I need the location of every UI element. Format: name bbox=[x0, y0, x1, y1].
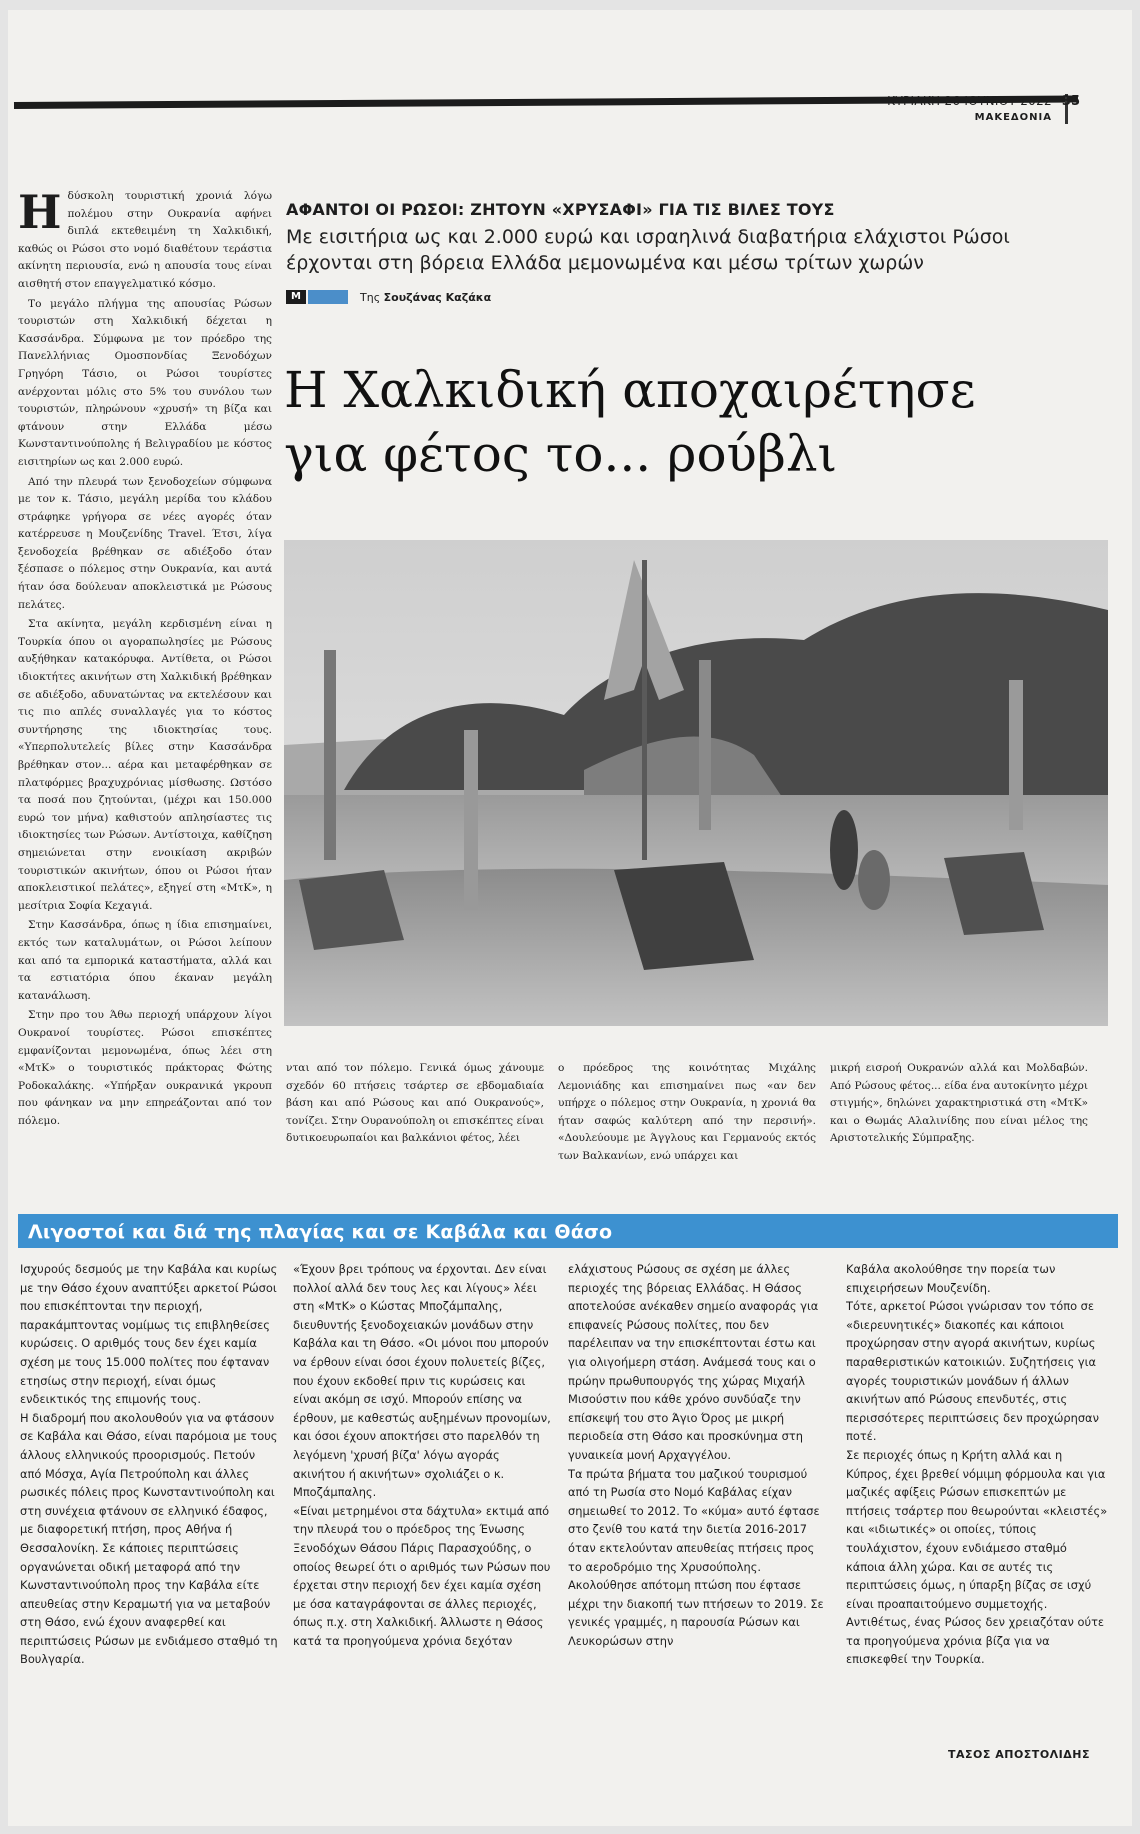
issue-date: ΚΥΡΙΑΚΗ 26 ΙΟΥΝΙΟΥ 2022 bbox=[887, 94, 1052, 108]
paragraph: Σε περιοχές όπως η Κρήτη αλλά και η Κύπρος, έχει βρεθεί νόμιμη φόρμουλα και για μαζικές αφίξεις Ρώσων επισκεπτών με πτήσεις τσάρτερ που θεωρούνται «κλειστές» και «ιδιωτικές» οι οποίες, τύποις τουλάχιστον, έχουν ενδιάμεσο σταθμό κάποια άλλη χώρα. Και σε αυτές τις περιπτώσεις όμως, η ύπαρξη βίζας σε ισχύ είναι προαπαιτούμενο συμμετοχής. Αντιθέτως, ένας Ρώσος δεν χρειαζόταν ούτε τα προηγούμενα χρόνια βίζα για να επισκεφθεί την Τουρκία. bbox=[846, 1447, 1108, 1667]
paragraph: νται από τον πόλεμο. Γενικά όμως χάνουμε σχεδόν 60 πτήσεις τσάρτερ σε εβδομαδιαία βάση και από Ρώσους και από Ουκρανούς», τονίζει. Στην Ουρανούπολη οι επισκέπτες είναι δυτικοευρωπαίοι και βαλκάνιοι φέτος, λέει bbox=[286, 1062, 544, 1145]
sidebar-column-4 bbox=[846, 1260, 1108, 1740]
paragraph: ο πρόεδρος της κοινότητας Μιχάλης Λεμονιάδης και επισημαίνει πως «αν δεν υπήρχε ο πόλεμος στην Ουκρανία, η χρονιά θα ήταν σαφώς καλύτερη από την περσινή». «Δουλεύουμε με Άγγλους και Γερμανούς εκτός των Βαλκανίων, ενώ υπάρχει και bbox=[558, 1062, 816, 1162]
left-column bbox=[18, 188, 272, 1190]
byline-prefix: Της bbox=[360, 291, 381, 304]
paragraph: «Έχουν βρει τρόπους να έρχονται. Δεν είναι πολλοί αλλά δεν τους λες και λίγους» λέει στη «ΜτΚ» ο Κώστας Μποζάμπαλης, διευθυντής ξενοδοχειακών μονάδων στην Καβάλα και τη Θάσο. «Οι μόνοι που μπορούν να έρθουν είναι όσοι έχουν πολυετείς βίζες, που έχουν εκδοθεί πριν τις κυρώσεις και είναι ακόμη σε ισχύ. Μπορούν επίσης να έρθουν, με καθεστώς αυξημένων προνομίων, και όσοι έχουν αποκτήσει στο παρελθόν τη λεγόμενη 'χρυσή βίζα' λόγω αγοράς ακινήτου ή ακινήτων» σχολιάζει ο κ. Μποζάμπαλης. bbox=[293, 1262, 551, 1500]
sidebar-column-3 bbox=[568, 1260, 830, 1760]
paragraph: Καβάλα ακολούθησε την πορεία των επιχειρήσεων Μουζενίδη. bbox=[846, 1262, 1056, 1295]
newspaper-page bbox=[8, 10, 1132, 1826]
sidebar-column-1 bbox=[20, 1260, 278, 1760]
paragraph: Η διαδρομή που ακολουθούν για να φτάσουν σε Καβάλα και Θάσο, είναι παρόμοια με τους άλλους ελληνικούς προορισμούς. Πετούν από Μόσχα, Αγία Πετρούπολη και άλλες ρωσικές πόλεις προς Κωνσταντινούπολη και στη συνέχεια φτάνουν σε ελληνικό έδαφος, με διαφορετική πτήση, προς Αθήνα ή Θεσσαλονίκη. Σε κάποιες περιπτώσεις οργανώνεται οδική μεταφορά από την Κωνσταντινούπολη προς την Καβάλα είτε απευθείας στην Κεραμωτή για να μεταβούν στη Θάσο, ενώ έχουν αναφερθεί και περιπτώσεις Ρώσων με ενδιάμεσο σταθμό τη Βουλγαρία. bbox=[20, 1410, 278, 1667]
paragraph: Τα πρώτα βήματα του μαζικού τουρισμού από τη Ρωσία στο Νομό Καβάλας είχαν σημειωθεί το 2012. Το «κύμα» αυτό έφτασε στο ζενίθ του κατά την διετία 2016-2017 όταν εκτελούνταν απευθείας πτήσεις προς το αεροδρόμιο της Χρυσούπολης. Ακολούθησε απότομη πτώση που έφτασε μέχρι την διακοπή των πτήσεων το 2019. Σε γενικές γραμμές, η παρουσία Ρώσων και Λευκορώσων στην bbox=[568, 1466, 824, 1648]
paragraph: Ισχυρούς δεσμούς με την Καβάλα και κυρίως με την Θάσο έχουν αναπτύξει αρκετοί Ρώσοι που επισκέπτονται την περιοχή, παρακάμπτοντας νομίμως τις επιβληθείσες κυρώσεις. Ο αριθμός τους δεν έχει καμία σχέση με τους 15.000 πολίτες που έφταναν ετησίως στην περιοχή, είναι όμως ενδεικτικός της επιμονής τους. bbox=[20, 1262, 278, 1407]
paragraph: μικρή εισροή Ουκρανών αλλά και Μολδαβών. Από Ρώσους φέτος... είδα ένα αυτοκίνητο μέχρι στιγμής», δηλώνει χαρακτηριστικά στη «ΜτΚ» και ο Θωμάς Αλαλινίδης που είναι μέλος της Αριστοτελικής Σύμπραξης. bbox=[830, 1062, 1088, 1145]
byline bbox=[360, 291, 491, 304]
newspaper-name: ΜΑΚΕΔΟΝΙΑ bbox=[974, 112, 1052, 123]
beach-photo bbox=[284, 540, 1108, 1026]
page-number: 35 bbox=[1061, 94, 1080, 109]
paragraph: Στην προ του Άθω περιοχή υπάρχουν λίγοι Ουκρανοί τουρίστες. Ρώσοι επισκέπτες εμφανίζονται μεμονωμένα, όπως λέει στη «ΜτΚ» ο τουριστικός πράκτορας Φώτης Ροδοκαλάκης. «Υπήρξαν ουκρανικά γκρουπ που φάνηκαν να μην επηρεάζονται από τον πόλεμο. bbox=[18, 1009, 272, 1127]
byline-author: Σουζάνας Καζάκα bbox=[383, 291, 492, 304]
paragraph: «Είναι μετρημένοι στα δάχτυλα» εκτιμά από την πλευρά του ο πρόεδρος της Ένωσης Ξενοδόχων Θάσου Πάρις Παρασχούδης, ο οποίος θεωρεί ότι ο αριθμός των Ρώσων που έρχεται στην περιοχή δεν έχει καμία σχέση με όσα καταγράφονται σε άλλες περιοχές, όπως π.χ. στη Χαλκιδική. Άλλωστε η Θάσος κατά τα προηγούμενα χρόνια δεχόταν bbox=[293, 1503, 551, 1648]
sidebar-column-2 bbox=[293, 1260, 553, 1760]
continuation-column-3 bbox=[830, 1060, 1088, 1175]
article-subhead: Με εισιτήρια ως και 2.000 ευρώ και ισραηλινά διαβατήρια ελάχιστοι Ρώσοι έρχονται στη βόρεια Ελλάδα μεμονωμένα και μέσω τρίτων χωρών bbox=[286, 226, 1010, 274]
headline-line-1: Η Χαλκιδική αποχαιρέτησε bbox=[284, 361, 976, 419]
drop-cap: Η bbox=[18, 188, 62, 239]
paragraph: Στα ακίνητα, μεγάλη κερδισμένη είναι η Τουρκία όπου οι αγοραπωλησίες με Ρώσους αυξήθηκαν κατακόρυφα. Αντίθετα, οι Ρώσοι ιδιοκτήτες ακινήτων στη Χαλκιδική βρέθηκαν σε αδιέξοδο, αδυνατώντας να εκτελέσουν και τις πιο απλές συναλλαγές για το κόστος συντήρησης της ιδιοκτησίας τους. «Υπερπολυτελείς βίλες στην Κασσάνδρα βρέθηκαν στον... αέρα και μεταφέρθηκαν σε πλατφόρμες βραχυχρόνιας μίσθωσης. Ωστόσο τα ποσά που ζητούνται, (μέχρι και 150.000 ευρώ τον μήνα) καθιστούν απλησίαστες τις ιδιοκτησίες των Ρώσων. Αντίστοιχα, καθίζηση σημειώνεται στην ενοικίαση ακριβών τουριστικών ακινήτων, όπου οι Ρώσοι ήταν αποκλειστικοί πελάτες», εξηγεί στη «ΜτΚ», η μεσίτρια Σοφία Κεχαγιά. bbox=[18, 618, 272, 912]
sidebar-title: Λιγοστοί και διά της πλαγίας και σε Καβάλα και Θάσο bbox=[28, 1221, 613, 1243]
headline bbox=[284, 358, 1104, 486]
paragraph: ελάχιστους Ρώσους σε σχέση με άλλες περιοχές της βόρειας Ελλάδας. Η Θάσος αποτελούσε ανέκαθεν σημείο αναφοράς για επιφανείς Ρώσους πολίτες, που δεν παρέλειπαν να την επισκέπτονται έστω και για ολιγοήμερη στάση. Ανάμεσά τους και ο πρώην πρωθυπουργός της χώρας Μιχαήλ Μισούστιν που κάθε χρόνο συνδύαζε την επίσκεψή του στο Άγιο Όρος με μικρή περιοδεία στη Θάσο και προσκύνημα στη γυναικεία μονή Αρχαγγέλου. bbox=[568, 1262, 819, 1462]
article-kicker: ΑΦΑΝΤΟΙ ΟΙ ΡΩΣΟΙ: ΖΗΤΟΥΝ «ΧΡΥΣΑΦΙ» ΓΙΑ ΤΙΣ ΒΙΛΕΣ ΤΟΥΣ bbox=[286, 200, 835, 219]
paragraph: Το μεγάλο πλήγμα της απουσίας Ρώσων τουριστών στη Χαλκιδική δέχεται η Κασσάνδρα. Σύμφωνα με τον πρόεδρο της Πανελλήνιας Ομοσπονδίας Ξενοδόχων Γρηγόρη Τάσιο, οι Ρώσοι τουρίστες ανέρχονται μόλις στο 5% του συνόλου των τουριστών, πληρώνουν «χρυσή» τη βίζα και φτάνουν στην Ελλάδα μέσω Κωνσταντινούπολης ή Βελιγραδίου με κόστος εισιτηρίων ως και 2.000 ευρώ. bbox=[18, 297, 272, 468]
paragraph: Στην Κασσάνδρα, όπως η ίδια επισημαίνει, εκτός των καταλυμάτων, οι Ρώσοι λείπουν και από τα εμπορικά καταστήματα, αλλά και τα εστιατόρια όπου έκαναν μεγάλη κατανάλωση. bbox=[18, 919, 272, 1002]
paragraph: Από την πλευρά των ξενοδοχείων σύμφωνα με τον κ. Τάσιο, μεγάλη μερίδα του κλάδου στράφηκε γρήγορα σε νέες αγορές όταν κατέρρευσε η Μουζενίδης Travel. Έτσι, λίγα ξενοδοχεία βρέθηκαν σε αδιέξοδο όταν ξέσπασε ο πόλεμος στην Ουκρανία, και αυτά ήταν όσα δούλευαν αποκλειστικά με Ρώσους πελάτες. bbox=[18, 475, 272, 611]
paragraph: Τότε, αρκετοί Ρώσοι γνώρισαν τον τόπο σε «διερευνητικές» διακοπές και κάποιοι προχώρησαν στην αγορά ακινήτων, κυρίως παραθεριστικών κατοικιών. Συζητήσεις για αγορές τουριστικών μονάδων ή άλλων ακινήτων από Ρώσους επενδυτές, στις περισσότερες περιπτώσεις δεν προχώρησαν ποτέ. bbox=[846, 1299, 1099, 1444]
continuation-column-2 bbox=[558, 1060, 816, 1175]
sidebar-author: ΤΑΣΟΣ ΑΠΟΣΤΟΛΙΔΗΣ bbox=[948, 1748, 1091, 1761]
headline-line-2: για φέτος το... ρούβλι bbox=[284, 425, 838, 483]
mtk-logo: M bbox=[286, 290, 306, 304]
paragraph: δύσκολη τουριστική χρονιά λόγω πολέμου στην Ουκρανία αφήνει διπλά εκτεθειμένη τη Χαλκιδική, καθώς οι Ρώσοι στο νομό διαθέτουν τεράστια ακίνητη περιουσία, ενώ η απουσία τους είναι αισθητή στον επαγγελματικό κόσμο. bbox=[18, 190, 272, 290]
logo-accent-bar bbox=[308, 290, 348, 304]
continuation-column-1 bbox=[286, 1060, 544, 1175]
